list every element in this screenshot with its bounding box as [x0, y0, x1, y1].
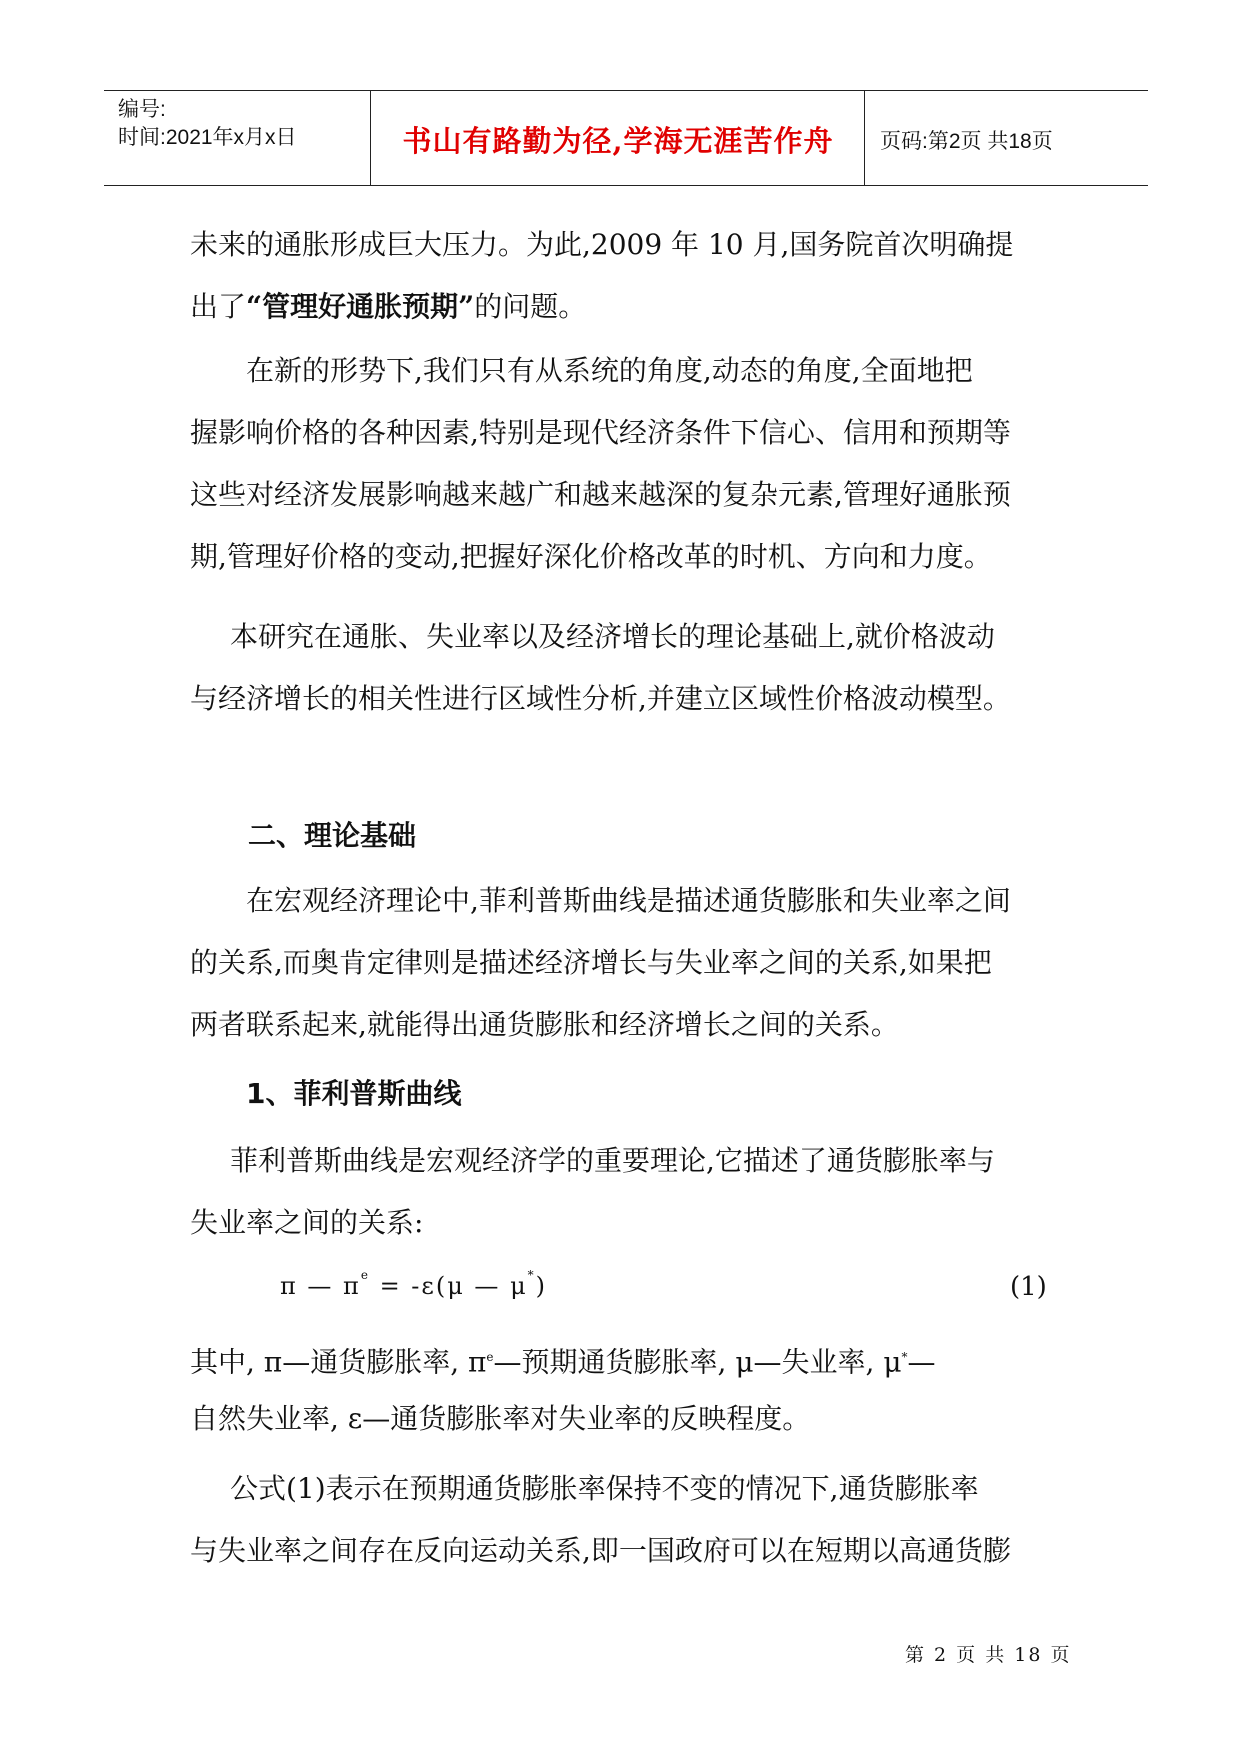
formula-part-b: = -ε(μ — μ [379, 1272, 528, 1300]
paragraph-7 [190, 1458, 1060, 1582]
paragraph-1-line-2 [190, 276, 1060, 338]
paragraph-4-line-1: 在宏观经济理论中,菲利普斯曲线是描述通货膨胀和失业率之间 [246, 884, 1011, 917]
paragraph-2-line-1: 在新的形势下,我们只有从系统的角度,动态的角度,全面地把 [246, 354, 973, 387]
header-page-info: 页码:第2页 共18页 [880, 130, 1053, 153]
formula-part-c: ) [535, 1272, 548, 1300]
paragraph-4 [190, 870, 1060, 1056]
header-middle-cell [372, 91, 865, 185]
paragraph-1-line-2-post: 的问题。 [474, 290, 587, 323]
formula-sup-star: * [527, 1268, 536, 1282]
paragraph-1-emphasis: “管理好通胀预期” [246, 290, 475, 323]
paragraph-6-line-1-b: —预期通货膨胀率, μ—失业率, μ [493, 1345, 902, 1379]
paragraph-2-line-2: 握影响价格的各种因素,特别是现代经济条件下信心、信用和预期等 [190, 416, 1011, 449]
paragraph-5-line-2: 失业率之间的关系: [190, 1206, 424, 1239]
paragraph-5 [190, 1130, 1060, 1254]
subsection-heading-phillips: 1、菲利普斯曲线 [246, 1077, 462, 1110]
section-heading-theory: 二、理论基础 [248, 819, 417, 852]
header-number-label: 编号: [118, 98, 166, 121]
header-time-label: 时间:2021年x月x日 [118, 126, 297, 149]
phillips-formula [280, 1268, 548, 1300]
formula-part-a: π — π [280, 1272, 361, 1300]
paragraph-1 [190, 214, 1060, 338]
paragraph-6-sup-star: * [901, 1350, 908, 1364]
paragraph-7-line-2: 与失业率之间存在反向运动关系,即一国政府可以在短期以高通货膨 [190, 1534, 1011, 1567]
header-left-cell [104, 91, 371, 185]
paragraph-5-line-1: 菲利普斯曲线是宏观经济学的重要理论,它描述了通货膨胀率与 [230, 1144, 995, 1177]
header-motto: 书山有路勤为径,学海无涯苦作舟 [402, 124, 834, 158]
paragraph-6-line-1 [190, 1326, 1060, 1388]
paragraph-6 [190, 1326, 1060, 1450]
paragraph-3 [190, 606, 1060, 730]
paragraph-2-line-4: 期,管理好价格的变动,把握好深化价格改革的时机、方向和力度。 [190, 540, 992, 573]
paragraph-6-line-1-a: 其中, π—通货膨胀率, π [190, 1345, 487, 1379]
paragraph-7-line-1: 公式(1)表示在预期通货膨胀率保持不变的情况下,通货膨胀率 [230, 1472, 979, 1505]
paragraph-1-line-1: 未来的通胀形成巨大压力。为此,2009 年 10 月,国务院首次明确提 [190, 228, 1014, 261]
paragraph-6-line-1-c: — [907, 1345, 936, 1379]
header-right-cell [866, 91, 1148, 185]
paragraph-2 [190, 340, 1060, 588]
paragraph-3-line-1: 本研究在通胀、失业率以及经济增长的理论基础上,就价格波动 [230, 620, 995, 653]
paragraph-1-line-2-pre: 出了 [190, 290, 247, 323]
page-footer: 第 2 页 共 18 页 [905, 1644, 1072, 1666]
paragraph-3-line-2: 与经济增长的相关性进行区域性分析,并建立区域性价格波动模型。 [190, 682, 1011, 715]
paragraph-4-line-2: 的关系,而奥肯定律则是描述经济增长与失业率之间的关系,如果把 [190, 946, 992, 979]
paragraph-6-line-2: 自然失业率, ε—通货膨胀率对失业率的反映程度。 [190, 1402, 811, 1435]
formula-sup-e: e [360, 1268, 370, 1282]
paragraph-4-line-3: 两者联系起来,就能得出通货膨胀和经济增长之间的关系。 [190, 1008, 899, 1041]
paragraph-2-line-3: 这些对经济发展影响越来越广和越来越深的复杂元素,管理好通胀预 [190, 478, 1011, 511]
paragraph-6-sup-e: e [486, 1350, 494, 1364]
page-header [104, 90, 1148, 186]
formula-number: (1) [1010, 1272, 1047, 1302]
